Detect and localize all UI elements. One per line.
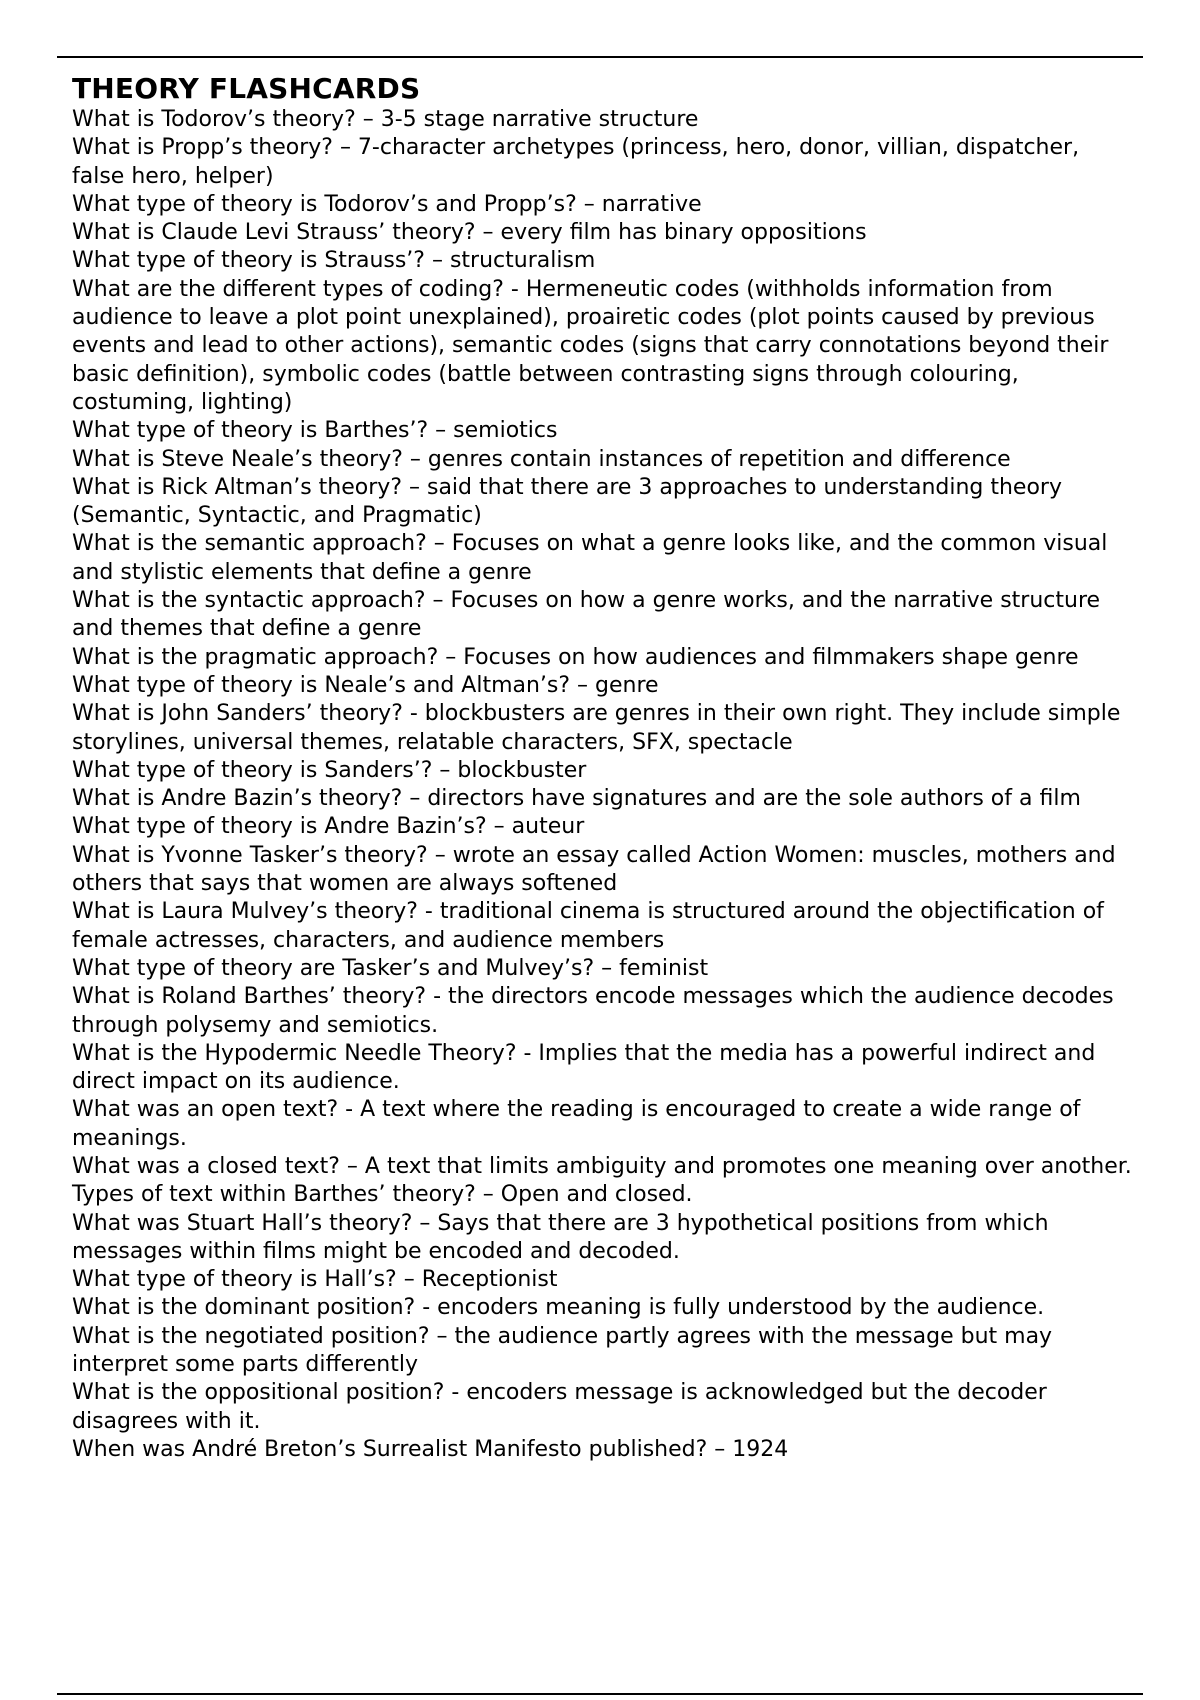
flashcard-line: What is John Sanders’ theory? - blockbusters are genres in their own right. They include simple storylines, universal themes, relatable characters, SFX, spectacle [72,701,1121,755]
flashcard-line: What is the Hypodermic Needle Theory? - Implies that the media has a powerful indirect and direct impact on its audience. [72,1040,1096,1095]
flashcard-line: What is Rick Altman’s theory? – said that there are 3 approaches to understanding theory (Semantic, Syntactic, and Pragmatic) [72,474,1062,529]
flashcard-line: What type of theory is Sanders’? – blockbuster [72,757,587,783]
flashcard-line: What is Propp’s theory? – 7-character archetypes (princess, hero, donor, villian, dispatcher, false hero, helper) [72,135,1080,189]
flashcard-content [72,72,1134,1464]
flashcard-line: What type of theory is Strauss’? – structuralism [72,248,596,274]
flashcard-line: What is Laura Mulvey’s theory? - traditional cinema is structured around the objectification of female actresses, characters, and audience members [72,899,1104,953]
flashcard-line: What is the semantic approach? – Focuses on what a genre looks like, and the common visual and stylistic elements that define a genre [72,531,1108,585]
bottom-rule [57,1693,1143,1695]
flashcard-line: Types of text within Barthes’ theory? – Open and closed. [72,1182,693,1208]
flashcard-line: What was Stuart Hall’s theory? – Says that there are 3 hypothetical positions from which messages within films might be encoded and decoded. [72,1210,1049,1264]
flashcard-line: What type of theory is Andre Bazin’s? – auteur [72,814,585,840]
page-title: THEORY FLASHCARDS [72,72,421,105]
flashcard-line: What are the different types of coding? - Hermeneutic codes (withholds information from audience to leave a plot point unexplained), proairetic codes (plot points caused by previous events and lead to other actions), semantic codes (signs that carry connotations beyond their basic definition), symbolic codes (battle between contrasting signs through colouring, costuming, lighting) [72,276,1109,415]
flashcard-line: What is the syntactic approach? – Focuses on how a genre works, and the narrative structure and themes that define a genre [72,588,1101,642]
top-rule [57,56,1143,58]
flashcard-line: What is Andre Bazin’s theory? – directors have signatures and are the sole authors of a film [72,786,1081,812]
flashcard-line: What is Yvonne Tasker’s theory? – wrote an essay called Action Women: muscles, mothers and others that says that women are always softened [72,842,1116,897]
flashcard-line: What is Steve Neale’s theory? – genres contain instances of repetition and difference [72,446,1011,472]
flashcard-line: What type of theory is Barthes’? – semiotics [72,418,558,444]
flashcard-line: What is Claude Levi Strauss’ theory? – every film has binary oppositions [72,220,867,246]
flashcard-line: What is Roland Barthes’ theory? - the directors encode messages which the audience decodes through polysemy and semiotics. [72,984,1114,1038]
flashcard-line: What type of theory are Tasker’s and Mulvey’s? – feminist [72,955,709,981]
flashcard-line: What type of theory is Hall’s? – Receptionist [72,1267,558,1293]
flashcard-line: When was André Breton’s Surrealist Manifesto published? – 1924 [72,1436,789,1462]
flashcard-line: What is the oppositional position? - encoders message is acknowledged but the decoder disagrees with it. [72,1380,1047,1434]
flashcard-line: What was an open text? - A text where the reading is encouraged to create a wide range of meanings. [72,1097,1081,1151]
flashcard-line: What is the pragmatic approach? – Focuses on how audiences and filmmakers shape genre [72,644,1079,670]
flashcard-line: What type of theory is Neale’s and Altman’s? – genre [72,672,659,698]
flashcard-line: What was a closed text? – A text that limits ambiguity and promotes one meaning over another. [72,1153,1132,1179]
flashcard-line: What type of theory is Todorov’s and Propp’s? – narrative [72,191,702,217]
flashcard-line: What is the dominant position? - encoders meaning is fully understood by the audience. [72,1295,1045,1321]
flashcard-line: What is Todorov’s theory? – 3-5 stage narrative structure [72,107,699,132]
flashcard-line: What is the negotiated position? – the audience partly agrees with the message but may interpret some parts differently [72,1323,1053,1378]
